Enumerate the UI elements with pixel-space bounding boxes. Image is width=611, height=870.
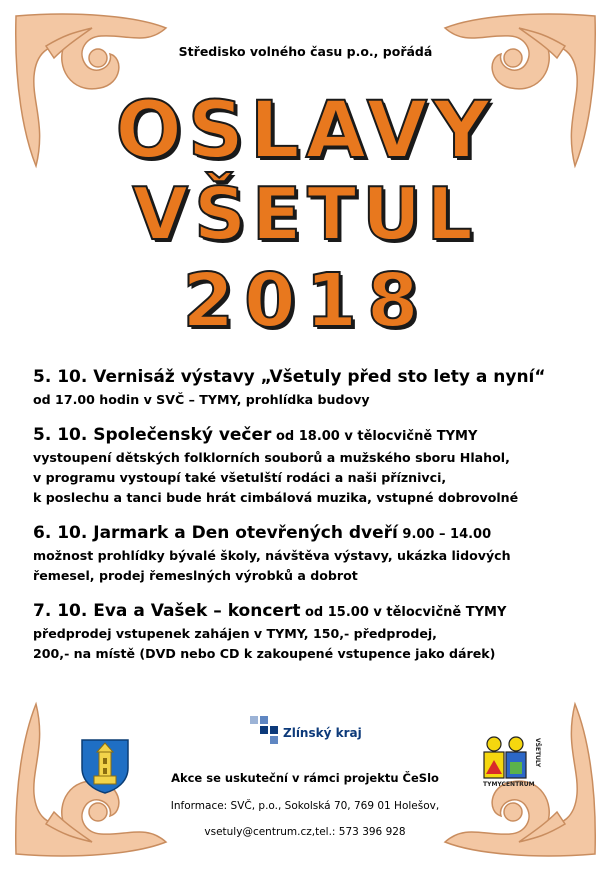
logo-square-icon <box>270 736 278 744</box>
event-date-title: 7. 10. Eva a Vašek – koncert <box>33 601 301 621</box>
event-detail: v programu vystoupí také všetulští rodáci a naši příznivci, <box>33 470 447 485</box>
event-heading <box>33 522 593 546</box>
event-date-title: 5. 10. Společenský večer <box>33 425 272 445</box>
svg-text:VŠETULY: VŠETULY <box>534 738 541 768</box>
logo-square-icon <box>260 716 268 724</box>
event-detail: možnost prohlídky bývalé školy, návštěva výstavy, ukázka lidových <box>33 548 511 563</box>
contact-address: Informace: SVČ, p.o., Sokolská 70, 769 01 Holešov, <box>170 800 440 812</box>
tymy-centrum-logo <box>480 734 542 796</box>
event-detail: předprodej vstupenek zahájen v TYMY, 150,- předprodej, <box>33 626 437 641</box>
event-heading <box>33 424 593 448</box>
event-detail: řemesel, prodej řemeslných výrobků a dobrot <box>33 568 358 583</box>
title-line-2: VŠETUL <box>132 172 479 256</box>
zlinsky-kraj-logo <box>250 716 370 744</box>
organizer-line: Středisko volného času p.o., pořádá <box>178 44 433 59</box>
kraj-logo-text: Zlínský kraj <box>283 726 362 740</box>
event-detail: k poslechu a tanci bude hrát cimbálová muzika, vstupné dobrovolné <box>33 490 519 505</box>
event-item <box>33 522 593 586</box>
event-item <box>33 366 593 410</box>
title-line-1: OSLAVY <box>115 86 496 176</box>
event-item <box>33 600 593 664</box>
event-detail: od 17.00 hodin v SVČ – TYMY, prohlídka budovy <box>33 392 370 407</box>
logo-square-icon <box>250 716 258 724</box>
event-item <box>33 424 593 508</box>
event-time: od 15.00 v tělocvičně TYMY <box>300 605 507 620</box>
logo-square-icon <box>260 726 268 734</box>
event-list <box>33 366 593 678</box>
svg-text:TYMYCENTRUM: TYMYCENTRUM <box>483 781 535 788</box>
event-detail: 200,- na místě (DVD nebo CD k zakoupené vstupence jako dárek) <box>33 646 496 661</box>
title-line-3: 2018 <box>182 258 429 344</box>
event-detail: vystoupení dětských folklorních souborů a mužského sboru Hlahol, <box>33 450 510 465</box>
project-note: Akce se uskuteční v rámci projektu ČeSlo <box>171 771 439 785</box>
event-time: od 18.00 v tělocvičně TYMY <box>271 429 478 444</box>
event-heading <box>33 366 593 390</box>
event-heading <box>33 600 593 624</box>
event-time: 9.00 – 14.00 <box>397 527 492 542</box>
logo-square-icon <box>270 726 278 734</box>
event-date-title: 5. 10. Vernisáž výstavy „Všetuly před sto lety a nyní“ <box>33 367 546 387</box>
event-date-title: 6. 10. Jarmark a Den otevřených dveří <box>33 523 398 543</box>
town-crest-icon <box>80 738 130 794</box>
contact-email-phone: vsetuly@centrum.cz,tel.: 573 396 928 <box>204 826 406 838</box>
